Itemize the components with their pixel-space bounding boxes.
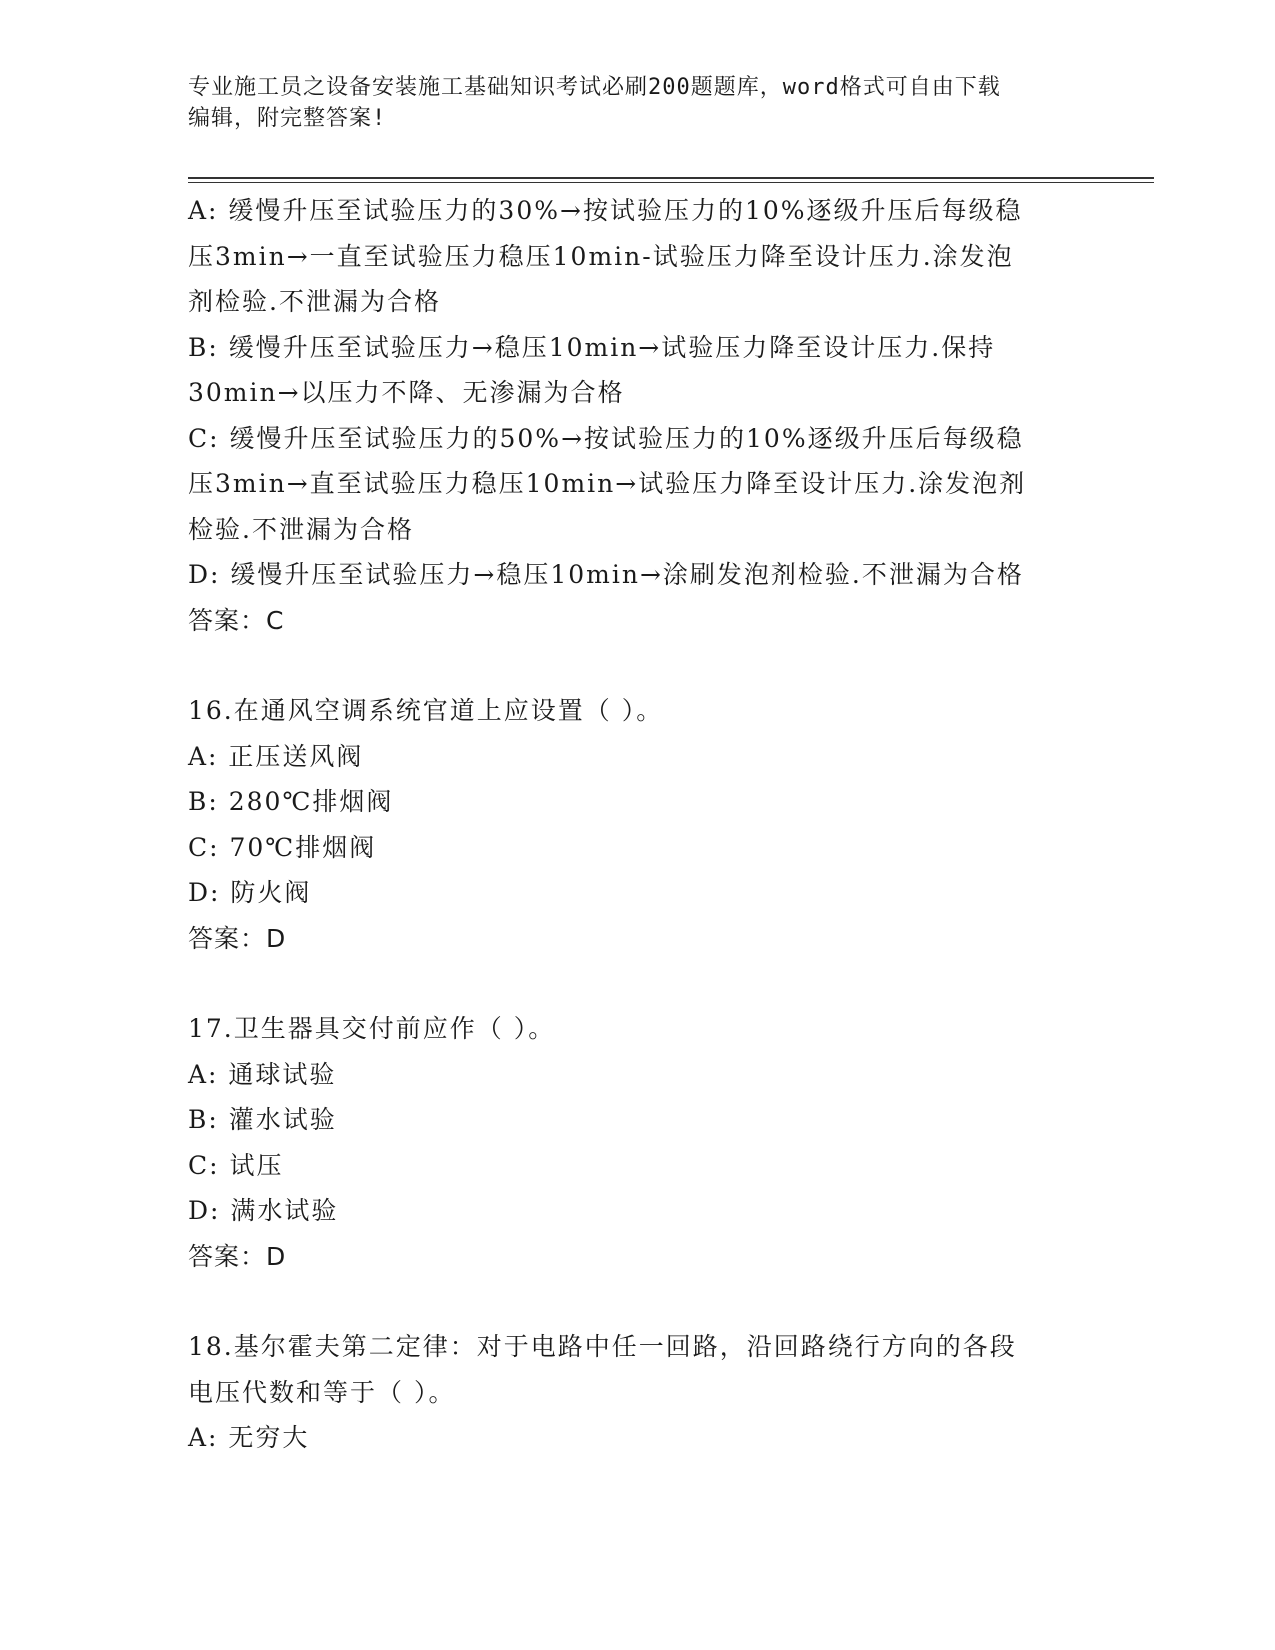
spacer	[188, 1279, 1088, 1324]
option-a: A: 无穷大	[188, 1423, 310, 1452]
document-body	[188, 188, 1088, 1461]
option-c-line-2: 压3min→直至试验压力稳压10min→试验压力降至设计压力.涂发泡剂	[188, 469, 1027, 498]
question-15-options	[188, 188, 1088, 643]
spacer	[188, 961, 1088, 1006]
answer-15: 答案：C	[188, 605, 285, 635]
option-a: A: 通球试验	[188, 1059, 337, 1089]
header-line-1: 专业施工员之设备安装施工基础知识考试必刷200题题库，word格式可自由下载	[188, 75, 1001, 100]
option-b: B: 灌水试验	[188, 1105, 337, 1134]
header-divider-thick	[188, 177, 1154, 179]
question-18	[188, 1324, 1088, 1461]
option-c: C: 70℃排烟阀	[188, 832, 377, 862]
question-18-text-line-2: 电压代数和等于（ ）。	[188, 1377, 456, 1407]
answer-17: 答案：D	[188, 1241, 287, 1271]
option-a: A: 正压送风阀	[188, 741, 364, 771]
option-c-line-3: 检验.不泄漏为合格	[188, 514, 414, 544]
question-18-text-line-1: 18.基尔霍夫第二定律：对于电路中任一回路，沿回路绕行方向的各段	[188, 1332, 1017, 1361]
option-a-line-2: 压3min→一直至试验压力稳压10min-试验压力降至设计压力.涂发泡	[188, 241, 1014, 271]
option-b-line-2: 30min→以压力不降、无渗漏为合格	[188, 378, 625, 407]
option-c-line-1: C: 缓慢升压至试验压力的50%→按试验压力的10%逐级升压后每级稳	[188, 423, 1024, 453]
option-b: B: 280℃排烟阀	[188, 787, 394, 816]
spacer	[188, 643, 1088, 688]
answer-16: 答案：D	[188, 923, 287, 953]
option-d: D: 防火阀	[188, 878, 312, 907]
option-a-line-3: 剂检验.不泄漏为合格	[188, 287, 441, 316]
option-d-line-1: D: 缓慢升压至试验压力→稳压10min→涂刷发泡剂检验.不泄漏为合格	[188, 560, 1024, 589]
header-line-2: 编辑，附完整答案!	[188, 106, 387, 131]
question-16-text: 16.在通风空调系统官道上应设置（ ）。	[188, 696, 664, 725]
question-17-text: 17.卫生器具交付前应作（ ）。	[188, 1014, 556, 1043]
question-17	[188, 1006, 1088, 1279]
question-16	[188, 688, 1088, 961]
option-c: C: 试压	[188, 1150, 284, 1180]
option-d: D: 满水试验	[188, 1196, 339, 1225]
header-divider-thin	[188, 182, 1154, 183]
option-b-line-1: B: 缓慢升压至试验压力→稳压10min→试验压力降至设计压力.保持	[188, 332, 996, 362]
option-a-line-1: A: 缓慢升压至试验压力的30%→按试验压力的10%逐级升压后每级稳	[188, 196, 1023, 225]
page-header	[188, 72, 1068, 134]
